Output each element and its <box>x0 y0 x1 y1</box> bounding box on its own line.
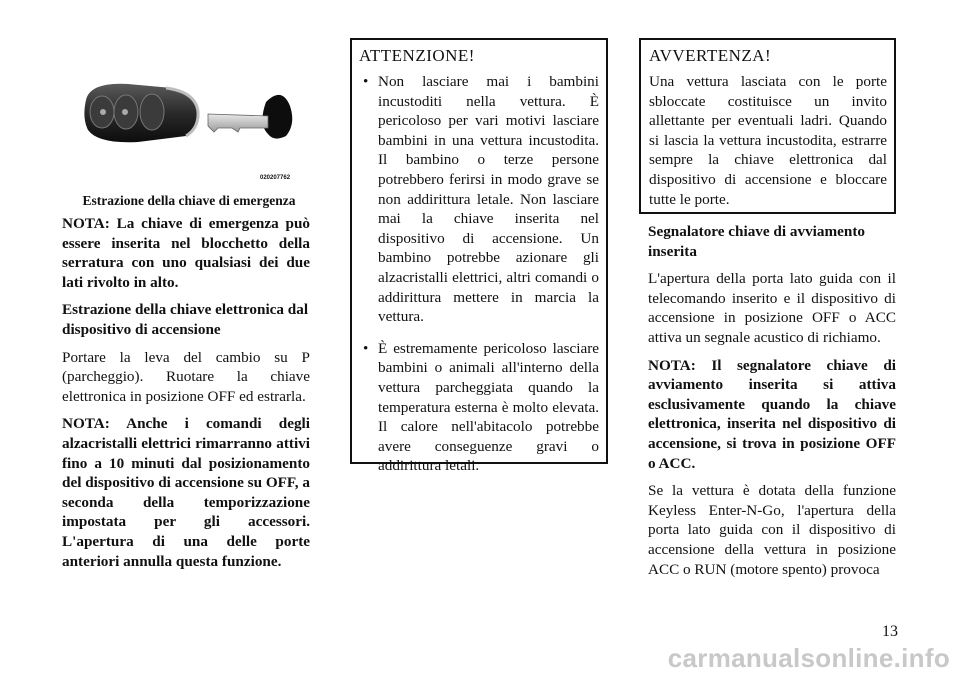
nota-emergency-key: NOTA: La chiave di emergenza può essere inserita nel blocchetto della serratura con uno qualsiasi dei due lati rivolto in alto. <box>62 215 310 291</box>
paragraph-key-reminder: L'apertura della porta lato guida con il telecomando inserito e il dispositivo di accensione in posizione OFF o ACC attiva un segnale acustico di richiamo. <box>648 270 896 346</box>
caution-title: AVVERTENZA! <box>649 46 772 65</box>
warning-title: ATTENZIONE! <box>359 46 475 65</box>
figure-code: 020207762 <box>260 175 291 181</box>
paragraph-keyless: Se la vettura è dotata della funzione Keyless Enter-N-Go, l'apertura della porta lato guida con il dispositivo di accensione della vettura in posizione ACC o RUN (motore spento) provoca <box>648 482 896 578</box>
emergency-key-figure <box>68 76 310 188</box>
key-fob-illustration <box>68 76 310 188</box>
section-heading-key-reminder: Segnalatore chiave di avviamento inserita <box>648 223 865 260</box>
column-1 <box>62 214 310 571</box>
warning-box-attenzione <box>350 38 608 475</box>
caution-text: Una vettura lasciata con le porte sbloccate costituisce un invito allettante per eventuali ladri. Quando si lascia la vettura incustodita, estrarre sempre la chiave elettronica dal dispositivo di accensione e bloccare tutte le porte. <box>649 73 887 208</box>
figure-caption: Estrazione della chiave di emergenza <box>82 193 296 208</box>
nota-key-reminder: NOTA: Il segnalatore chiave di avviamento inserita si attiva esclusivamente quando la chiave elettronica, inserita nel dispositivo di accensione, si trova in posizione OFF o ACC. <box>648 356 896 472</box>
watermark: carmanualsonline.info <box>667 643 950 673</box>
page-number: 13 <box>882 623 898 640</box>
column-3 <box>648 222 896 579</box>
section-heading-extraction: Estrazione della chiave elettronica dal dispositivo di accensione <box>62 301 309 338</box>
paragraph-extraction: Portare la leva del cambio su P (parcheggio). Ruotare la chiave elettronica in posizione OFF ed estrarla. <box>62 348 310 405</box>
nota-power-windows: NOTA: Anche i comandi degli alzacristalli elettrici rimarranno attivi fino a 10 minuti dal posizionamento del dispositivo di accensione su OFF, a seconda della temporizzazione impostata per gli accessori. L'apertura di una delle porte anteriori annulla questa funzione. <box>62 415 310 570</box>
warning-item-heat: • È estremamente pericoloso lasciare bambini o animali all'interno della vettura parcheggiata quando la temperatura esterna è molto elevata. Il calore nell'abitacolo potrebbe avere conseguenze gravi o addirittura letali. <box>359 339 599 476</box>
caution-box-avvertenza <box>639 38 896 214</box>
warning-item-children: • Non lasciare mai i bambini incustoditi nella vettura. È pericoloso per vari motivi lasciare bambini in una vettura incustodita. Il bambino o terze persone potrebbero ferirsi in modo grave se non addirittura letale. Non lasciare mai la chiave inserita nel dispositivo di accensione. Un bambino potrebbe azionare gli alzacristalli elettrici, altri comandi o addirittura mettere in marcia la vettura. <box>359 72 599 327</box>
